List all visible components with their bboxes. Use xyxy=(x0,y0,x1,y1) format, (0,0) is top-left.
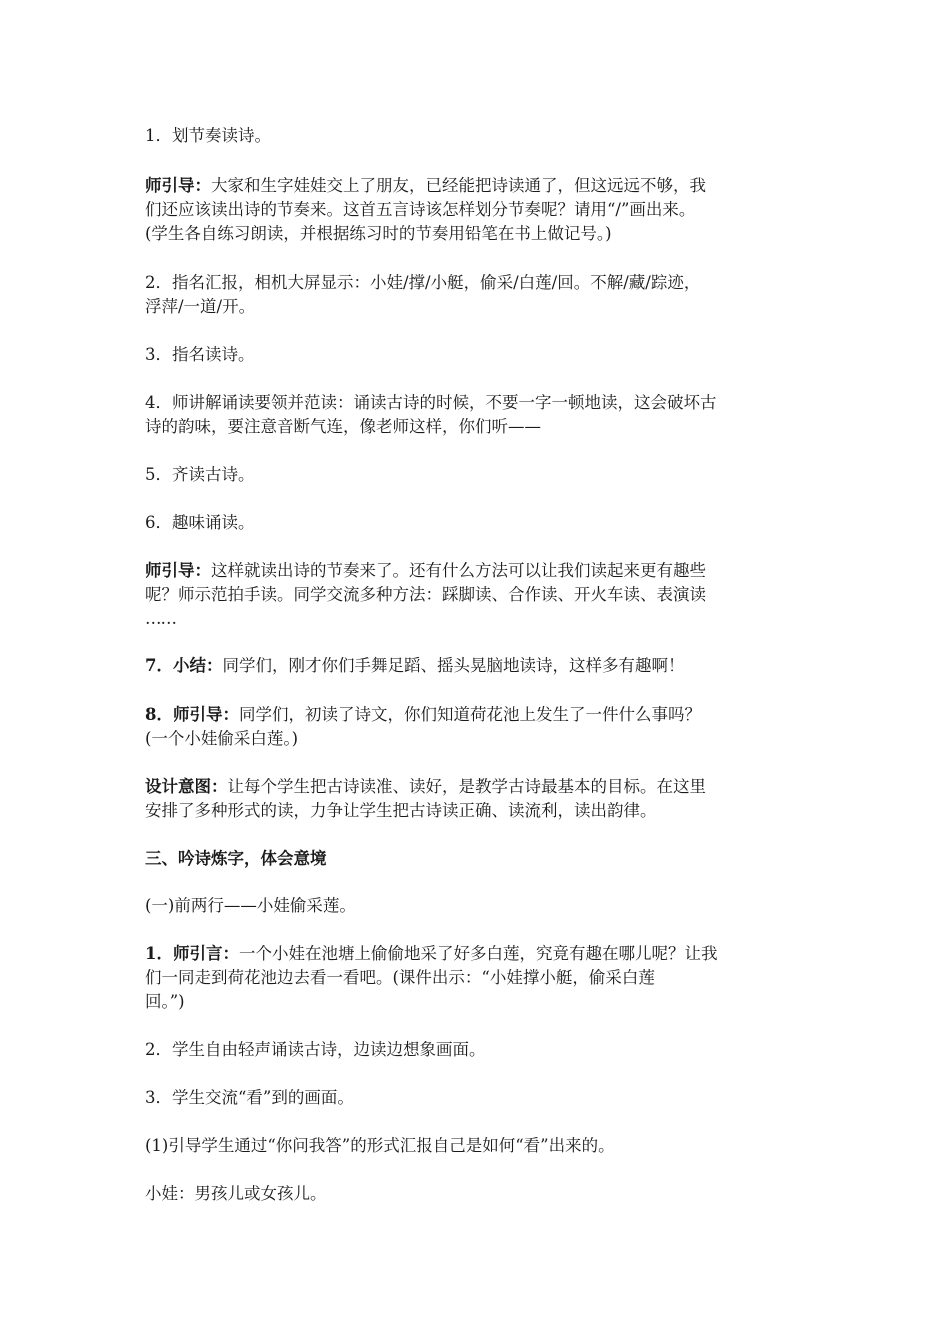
paragraph-text: 让每个学生把古诗读准、读好，是教学古诗最基本的目标。在这里 xyxy=(227,777,706,796)
paragraph-line xyxy=(145,559,810,583)
bold-label: 7．小结： xyxy=(145,656,223,675)
bold-label: 师引导： xyxy=(145,176,211,195)
paragraph-line xyxy=(145,222,810,246)
paragraph-line xyxy=(145,727,810,751)
paragraph-text: 安排了多种形式的读，力争让学生把古诗读正确、读流利，读出韵律。 xyxy=(145,801,657,820)
paragraph-line xyxy=(145,894,810,918)
paragraph-text: …… xyxy=(145,609,176,628)
paragraph-line xyxy=(145,799,810,823)
paragraph-text: 同学们，刚才你们手舞足蹈、摇头晃脑地读诗，这样多有趣啊！ xyxy=(222,656,685,675)
paragraph-line xyxy=(145,607,810,631)
paragraph-text: 3．学生交流“看”到的画面。 xyxy=(145,1088,354,1107)
paragraph-text: 大家和生字娃娃交上了朋友，已经能把诗读通了，但这远远不够，我 xyxy=(211,176,706,195)
bold-label: 1．师引言： xyxy=(145,944,239,963)
paragraph-text: (一个小娃偷采白莲。) xyxy=(145,729,299,748)
paragraph-line xyxy=(145,654,810,678)
paragraph-text: (学生各自练习朗读，并根据练习时的节奏用铅笔在书上做记号。) xyxy=(145,224,612,243)
paragraph-line xyxy=(145,415,810,439)
paragraph-text: 这样就读出诗的节奏来了。还有什么方法可以让我们读起来更有趣些 xyxy=(211,561,706,580)
paragraph-line xyxy=(145,1086,810,1110)
paragraph-line xyxy=(145,1038,810,1062)
paragraph-line xyxy=(145,703,810,727)
paragraph-text: 2．指名汇报，相机大屏显示：小娃/撑/小艇，偷采/白莲/回。不解/藏/踪迹， xyxy=(145,273,701,292)
paragraph-text: 诗的韵味，要注意音断气连，像老师这样，你们听—— xyxy=(145,417,541,436)
paragraph-text: 回。”) xyxy=(145,992,185,1011)
paragraph-line xyxy=(145,1182,810,1206)
bold-label: 8．师引导： xyxy=(145,705,239,724)
paragraph-line xyxy=(145,583,810,607)
paragraph-line xyxy=(145,847,810,871)
paragraph-line xyxy=(145,942,810,966)
paragraph-text: 3．指名读诗。 xyxy=(145,345,255,364)
paragraph-text: 2．学生自由轻声诵读古诗，边读边想象画面。 xyxy=(145,1040,486,1059)
paragraph-text: 一个小娃在池塘上偷偷地采了好多白莲，究竟有趣在哪儿呢？让我 xyxy=(238,944,718,963)
paragraph-line xyxy=(145,391,810,415)
bold-label: 三、吟诗炼字，体会意境 xyxy=(145,849,327,868)
bold-label: 设计意图： xyxy=(145,777,228,796)
paragraph-line xyxy=(145,198,810,222)
paragraph-line xyxy=(145,463,810,487)
paragraph-line xyxy=(145,343,810,367)
paragraph-line xyxy=(145,990,810,1014)
paragraph-line xyxy=(145,295,810,319)
paragraph-text: (1)引导学生通过“你问我答”的形式汇报自己是如何“看”出来的。 xyxy=(145,1136,615,1155)
paragraph-line xyxy=(145,1134,810,1158)
paragraph-text: 们一同走到荷花池边去看一看吧。(课件出示：“小娃撑小艇，偷采白莲 xyxy=(145,968,655,987)
paragraph-line xyxy=(145,174,810,198)
paragraph-line xyxy=(145,124,810,148)
paragraph-text: 同学们，初读了诗文，你们知道荷花池上发生了一件什么事吗？ xyxy=(238,705,701,724)
paragraph-line xyxy=(145,966,810,990)
paragraph-text: 4．师讲解诵读要领并范读：诵读古诗的时候，不要一字一顿地读，这会破坏古 xyxy=(145,393,717,412)
paragraph-text: 呢？师示范拍手读。同学交流多种方法：踩脚读、合作读、开火车读、表演读 xyxy=(145,585,706,604)
paragraph-text: 1．划节奏读诗。 xyxy=(145,126,271,145)
paragraph-text: 们还应该读出诗的节奏来。这首五言诗该怎样划分节奏呢？请用“/”画出来。 xyxy=(145,200,696,219)
bold-label: 师引导： xyxy=(145,561,211,580)
paragraph-text: (一)前两行——小娃偷采莲。 xyxy=(145,896,356,915)
paragraph-line xyxy=(145,271,810,295)
paragraph-line xyxy=(145,511,810,535)
paragraph-line xyxy=(145,775,810,799)
paragraph-text: 浮萍/一道/开。 xyxy=(145,297,256,316)
paragraph-text: 6．趣味诵读。 xyxy=(145,513,255,532)
paragraph-text: 5．齐读古诗。 xyxy=(145,465,255,484)
paragraph-text: 小娃：男孩儿或女孩儿。 xyxy=(145,1184,327,1203)
